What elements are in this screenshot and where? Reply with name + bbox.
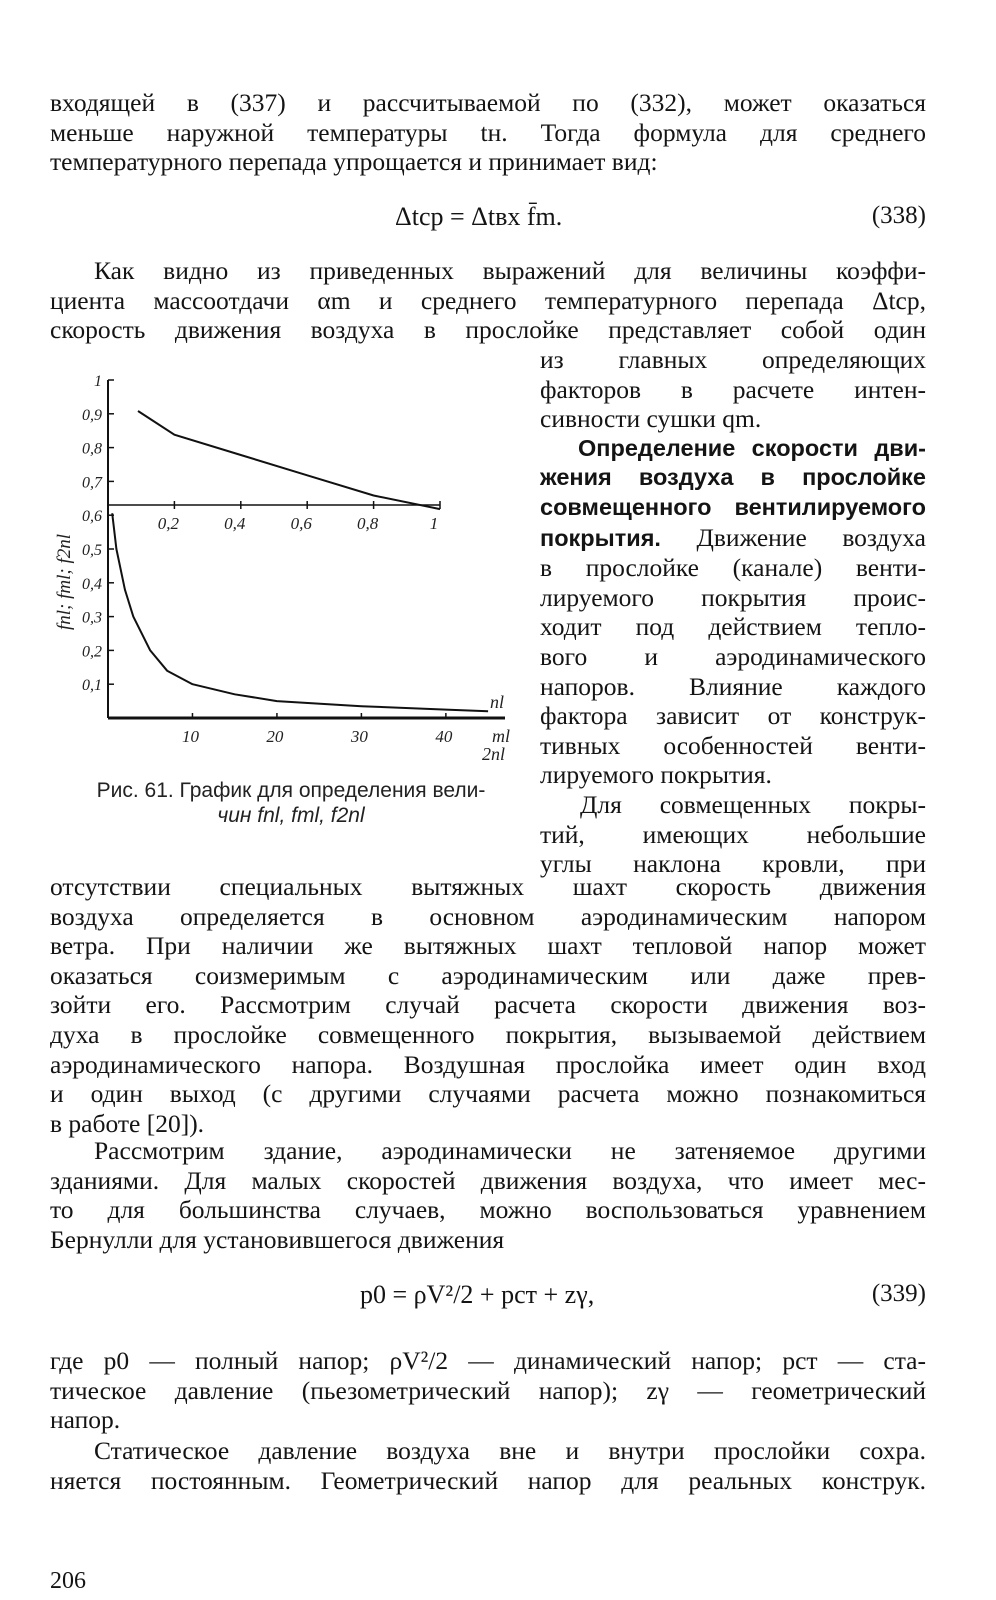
y-tick-label: 1 [94, 373, 102, 390]
upper-x-tick-label: 0,6 [290, 514, 312, 533]
text-line: Бернулли для установившегося движения [50, 1224, 505, 1254]
text-line: тивных особенностей венти- [540, 730, 926, 760]
text-line: воздуха определяется в основном аэродинамическим напором [50, 901, 926, 931]
text-line: аэродинамического напора. Воздушная прослойка имеет один вход [50, 1049, 926, 1079]
y-axis-label: fnl; fml; f2nl [54, 533, 75, 630]
text-line: напоров. Влияние каждого [540, 671, 926, 701]
equation-339: p0 = ρV²/2 + pст + zγ, [360, 1280, 595, 1309]
text-line: лируемого покрытия. [540, 760, 772, 790]
text-line: где p0 — полный напор; ρV²/2 — динамический напор; pст — ста- [50, 1346, 926, 1375]
text-line: напор. [50, 1405, 121, 1435]
lower-x-axis-label-ml: ml [492, 726, 510, 746]
text-span: Движение воздуха [696, 522, 927, 552]
paragraph-bernoulli [50, 1136, 926, 1254]
text-line: в прослойке (канале) венти- [540, 553, 926, 583]
section-heading-end: покрытия. [540, 524, 661, 551]
y-tick-label: 0,5 [82, 542, 102, 559]
paragraph-airflow [50, 256, 926, 345]
text-line: няется постоянным. Геометрический напор для реальных конструк. [50, 1465, 926, 1495]
y-tick-label: 0,9 [82, 406, 102, 424]
y-tick-label: 0,6 [82, 508, 102, 526]
lower-x-axis-label-2nl: 2nl [482, 744, 506, 764]
equation-number-339: (339) [871, 1280, 926, 1307]
section-heading-line: жения воздуха в прослойке [540, 464, 926, 491]
text-line: и один выход (с другими случаями расчета можно познакомиться [50, 1079, 926, 1109]
paragraph-aerodynamic [50, 872, 926, 1138]
y-tick-label: 0,4 [82, 575, 102, 593]
text-line: ветра. При наличии же вытяжных шахт тепловой напор может [50, 931, 926, 961]
text-line: ходит под действием тепло- [540, 612, 926, 642]
figure-caption [56, 778, 526, 828]
upper-x-tick-label: 0,4 [224, 514, 246, 533]
text-line: фактора зависит от конструк- [540, 701, 926, 731]
lower-x-tick-label: 20 [266, 727, 284, 746]
series-lower-curve [112, 513, 488, 711]
lower-x-tick-label: 30 [350, 727, 368, 746]
text-line: входящей в (337) и рассчитываемой по (332), может оказаться [50, 88, 926, 117]
text-line: зойти его. Рассмотрим случай расчета скорости движения воз- [50, 990, 926, 1020]
text-line: Рассмотрим здание, аэродинамически не затеняемое другими [94, 1136, 926, 1165]
text-line: углы наклона кровли, при [540, 849, 926, 879]
upper-x-axis-label: nl [490, 692, 505, 712]
upper-x-tick-label: 1 [429, 514, 439, 533]
y-tick-label: 0,8 [82, 440, 102, 458]
equation-338: Δtср = Δtвх f̄m. [395, 202, 563, 231]
text-line: оказаться соизмеримым с аэродинамическим или даже прев- [50, 960, 926, 990]
text-line: лируемого покрытия проис- [540, 582, 926, 612]
page-number: 206 [50, 1568, 86, 1594]
section-heading-line: Определение скорости дви- [578, 434, 926, 461]
upper-x-tick-label: 0,2 [157, 514, 180, 533]
lower-x-tick-label: 10 [181, 727, 199, 746]
caption-line: Рис. 61. График для определения вели- [96, 779, 486, 802]
y-tick-label: 0,1 [82, 677, 102, 695]
text-line: из главных определяющих [540, 345, 926, 374]
text-line: скорость движения воздуха в прослойке представляет собой один [50, 315, 926, 345]
text-line: температурного перепада упрощается и принимает вид: [50, 147, 658, 177]
text-line: меньше наружной температуры tн. Тогда формула для среднего [50, 117, 926, 147]
text-line: зданиями. Для малых скоростей движения воздуха, что имеет мес- [50, 1165, 926, 1195]
text-line: факторов в расчете интен- [540, 374, 926, 404]
text-line: духа в прослойке совмещенного покрытия, вызываемой действием [50, 1019, 926, 1049]
text-line: то для большинства случаев, можно воспользоваться уравнением [50, 1195, 926, 1225]
series-upper-curve [138, 411, 440, 509]
text-line: вого и аэродинамического [540, 641, 926, 671]
text-line: тическое давление (пьезометрический напор); zγ — геометрический [50, 1375, 926, 1405]
figure-61-chart [50, 370, 530, 770]
paragraph-definitions [50, 1346, 926, 1435]
lower-x-tick-label: 40 [435, 727, 453, 746]
upper-x-tick-label: 0,8 [356, 514, 379, 533]
text-line: сивности сушки qm. [540, 404, 762, 434]
text-line: в работе [20]). [50, 1108, 205, 1138]
caption-line: чин fnl, fml, f2nl [217, 804, 365, 827]
side-column-text [540, 345, 926, 879]
y-tick-label: 0,3 [82, 609, 102, 627]
text-line: Для совмещенных покры- [580, 789, 926, 819]
paragraph-static-pressure [50, 1436, 926, 1495]
equation-number-338: (338) [871, 202, 926, 229]
text-line: циента массоотдачи αm и среднего температурного перепада Δtср, [50, 285, 926, 315]
text-line: Статическое давление воздуха вне и внутри прослойки сохра. [94, 1436, 926, 1465]
text-line: Как видно из приведенных выражений для величины коэффи- [94, 256, 926, 285]
y-tick-label: 0,7 [82, 474, 102, 492]
section-heading-line: совмещенного вентилируемого [540, 493, 926, 520]
text-line: отсутствии специальных вытяжных шахт скорость движения [50, 872, 926, 901]
paragraph-intro [50, 88, 926, 177]
text-line: тий, имеющих небольшие [540, 819, 926, 849]
text-line [540, 523, 926, 554]
y-tick-label: 0,2 [82, 643, 102, 661]
